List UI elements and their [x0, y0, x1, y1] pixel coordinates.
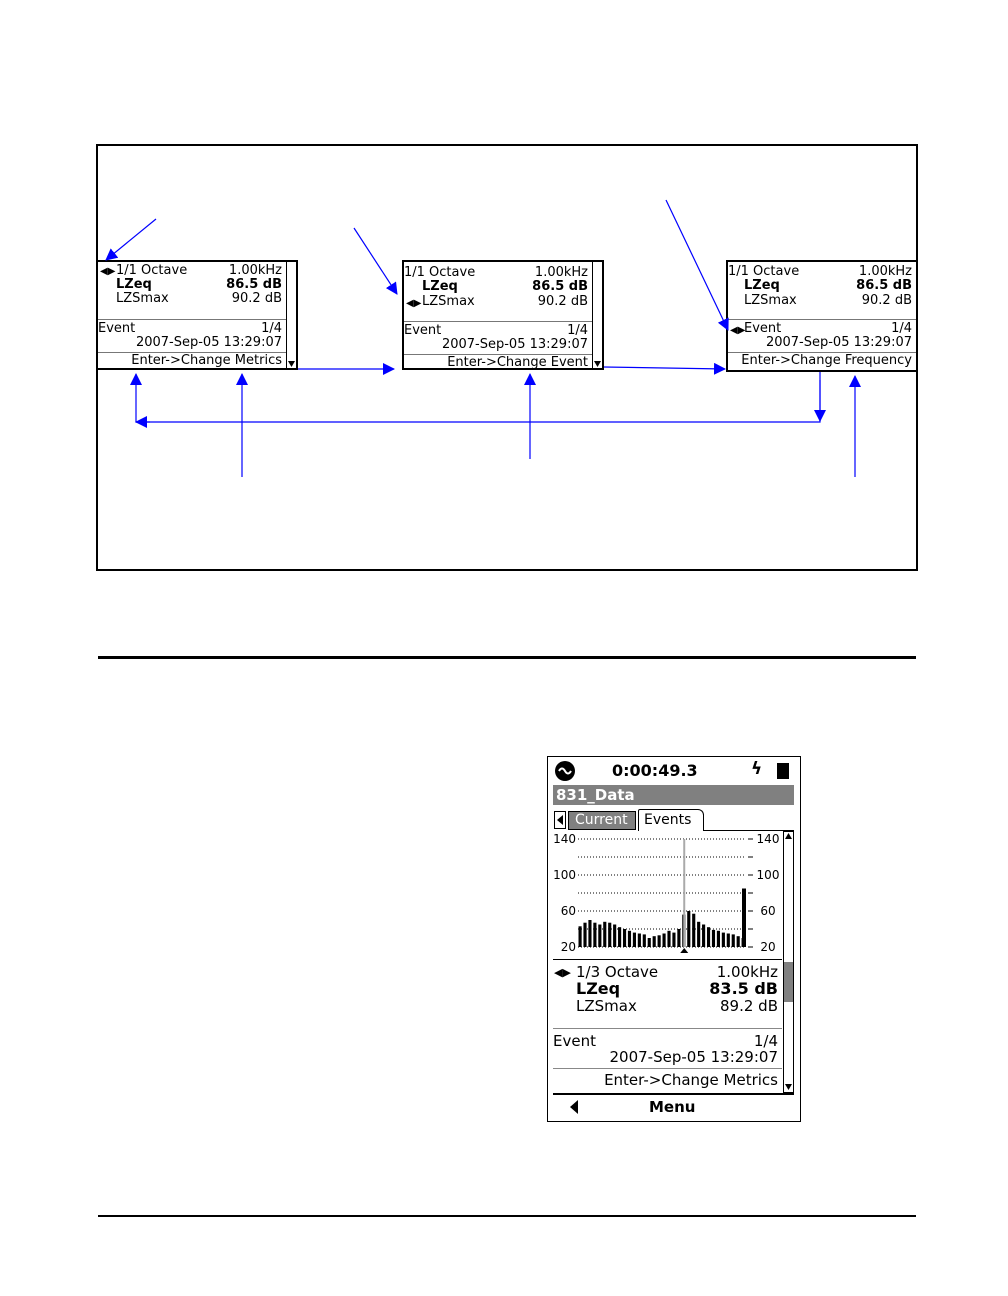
panel-metric2-value: 90.2 dB	[537, 294, 588, 309]
device-metric1-label: LZeq	[576, 979, 621, 998]
spectrum-bar	[638, 934, 641, 948]
spectrum-bar	[613, 925, 616, 948]
softkey-menu[interactable]: Menu	[649, 1098, 696, 1116]
device-metric1-value: 83.5 dB	[709, 979, 778, 998]
octave-spectrum-chart	[548, 831, 802, 971]
y-tick-label-left: 60	[560, 904, 576, 918]
y-tick-label-right: 100	[756, 868, 780, 882]
panel-timestamp: 2007-Sep-05 13:29:07	[765, 335, 912, 350]
spectrum-bar	[692, 914, 695, 947]
panel-event-label: Event	[404, 323, 442, 338]
tab-current-label: Current	[575, 812, 628, 828]
spectrum-bar	[623, 929, 626, 947]
panel-metric2-value: 90.2 dB	[861, 293, 912, 308]
y-tick-label-right: 140	[756, 832, 780, 846]
spectrum-bar	[643, 934, 646, 947]
y-tick-label-left: 20	[560, 940, 576, 954]
footer-rule	[98, 1215, 916, 1217]
device-header-left: 1/3 Octave	[576, 963, 659, 981]
spectrum-bar	[663, 934, 666, 948]
panel-header-left: 1/1 Octave	[728, 264, 800, 279]
panel-event-label: Event	[744, 321, 782, 336]
selector-arrow-icon: ◀▶	[554, 966, 571, 979]
panel-metric1-label: LZeq	[744, 278, 780, 293]
spectrum-bar	[672, 933, 675, 947]
spectrum-bar	[727, 934, 730, 948]
spectrum-bar	[722, 933, 725, 947]
panel-header-left: 1/1 Octave	[116, 263, 188, 278]
spectrum-bar	[697, 922, 700, 947]
device-header-right: 1.00kHz	[716, 963, 778, 981]
cursor-marker	[680, 948, 688, 953]
panel-metric1-label: LZeq	[422, 279, 458, 294]
panel-metric2-label: LZSmax	[422, 294, 475, 309]
spectrum-bar	[648, 938, 651, 947]
panel-metric2-value: 90.2 dB	[231, 291, 282, 306]
spectrum-bar	[588, 920, 591, 947]
return-arrow-line	[136, 372, 820, 422]
footer-divider	[553, 1068, 782, 1069]
panel-event-count: 1/4	[891, 321, 912, 336]
panel-event-count: 1/4	[567, 323, 588, 338]
softkey-back-icon[interactable]	[570, 1100, 578, 1114]
device-footer: Enter->Change Metrics	[604, 1071, 778, 1089]
y-tick-label-left: 140	[553, 832, 576, 846]
battery-icon	[777, 763, 789, 779]
panel-metric2-label: LZSmax	[116, 291, 169, 306]
callout-arrow	[106, 219, 156, 260]
panel-header-right: 1.00kHz	[858, 264, 912, 279]
device-event-count: 1/4	[753, 1032, 778, 1050]
device-metric2-value: 89.2 dB	[720, 997, 778, 1015]
panel-event-label: Event	[98, 321, 136, 336]
spectrum-bar	[653, 936, 656, 947]
spectrum-bar	[579, 926, 582, 947]
selector-arrow-icon: ◀▶	[730, 325, 746, 336]
spectrum-bar	[677, 929, 680, 947]
spectrum-bar	[667, 931, 670, 947]
softkey-divider	[553, 1093, 794, 1095]
chart-divider	[553, 959, 782, 960]
tab-scroll-left-button[interactable]	[554, 811, 566, 829]
diagram-arrows	[0, 0, 1008, 600]
spectrum-bar	[712, 930, 715, 947]
spectrum-bar	[707, 927, 710, 947]
panel-timestamp: 2007-Sep-05 13:29:07	[441, 337, 588, 352]
spectrum-bar	[687, 911, 690, 947]
device-event-label: Event	[553, 1032, 596, 1050]
y-tick-label-right: 20	[760, 940, 776, 954]
panel-header-left: 1/1 Octave	[404, 265, 476, 280]
callout-arrow	[666, 200, 728, 330]
panel-timestamp: 2007-Sep-05 13:29:07	[135, 335, 282, 350]
spectrum-bar	[658, 935, 661, 947]
selector-arrow-icon: ◀▶	[406, 298, 422, 309]
spectrum-bar	[618, 927, 621, 947]
spectrum-bar	[583, 923, 586, 947]
spectrum-bar	[633, 933, 636, 947]
flow-arrow	[604, 367, 725, 369]
panel-metric1-value: 86.5 dB	[532, 279, 588, 294]
panel-metric1-value: 86.5 dB	[226, 277, 282, 292]
panel-metric1-value: 86.5 dB	[856, 278, 912, 293]
panel-header-right: 1.00kHz	[534, 265, 588, 280]
device-timestamp: 2007-Sep-05 13:29:07	[609, 1048, 778, 1066]
readout-divider	[553, 1028, 782, 1029]
spectrum-bar	[593, 923, 596, 947]
status-timer: 0:00:49.3	[612, 761, 698, 780]
panel-header-right: 1.00kHz	[228, 263, 282, 278]
panel-footer: Enter->Change Frequency	[741, 353, 912, 368]
device-metric2-label: LZSmax	[576, 997, 637, 1015]
panel-footer: Enter->Change Metrics	[131, 353, 282, 368]
overall-level-bar	[742, 889, 746, 948]
device-screen	[547, 756, 801, 1122]
selector-arrow-icon: ◀▶	[100, 266, 116, 277]
spectrum-bar	[737, 936, 740, 947]
status-logo-icon	[555, 761, 575, 781]
section-rule	[98, 656, 916, 659]
power-icon: ϟ	[751, 759, 763, 779]
y-tick-label-left: 100	[553, 868, 576, 882]
spectrum-bar	[717, 931, 720, 947]
spectrum-bar	[598, 925, 601, 948]
panel-event-count: 1/4	[261, 321, 282, 336]
title-bar-text: 831_Data	[556, 786, 635, 804]
spectrum-bar	[603, 922, 606, 947]
callout-arrow	[354, 228, 397, 294]
spectrum-bar	[702, 925, 705, 948]
spectrum-bar	[608, 923, 611, 947]
spectrum-bar	[732, 934, 735, 947]
spectrum-bar	[628, 931, 631, 947]
y-tick-label-right: 60	[760, 904, 776, 918]
panel-footer: Enter->Change Event	[447, 355, 588, 370]
panel-metric2-label: LZSmax	[744, 293, 797, 308]
panel-metric1-label: LZeq	[116, 277, 152, 292]
tab-events-label: Events	[644, 812, 692, 828]
